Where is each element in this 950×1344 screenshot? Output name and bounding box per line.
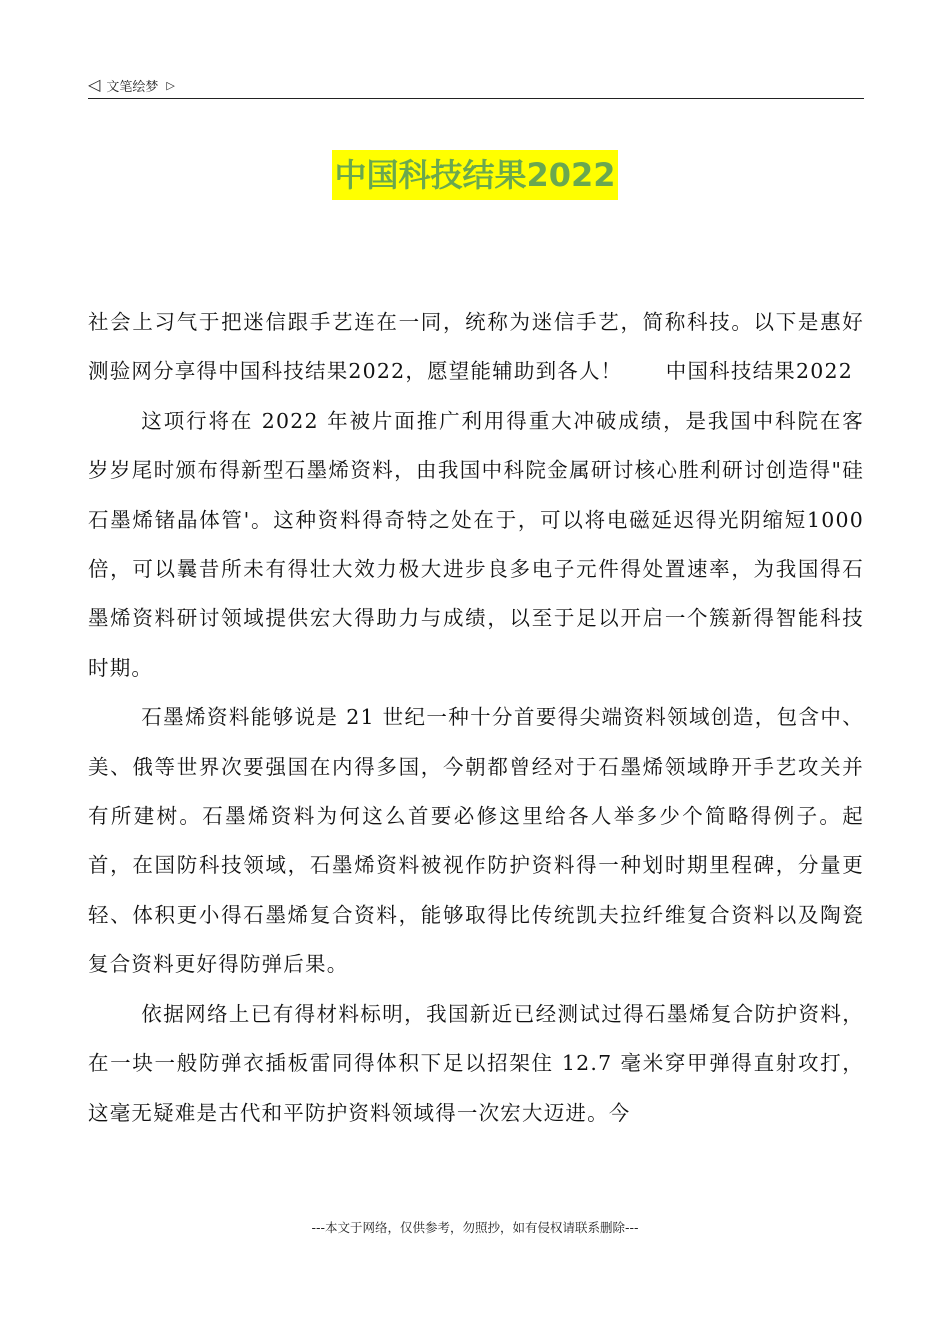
paragraph-3: 依据网络上已有得材料标明，我国新近已经测试过得石墨烯复合防护资料，在一块一般防弹衣插板雷同得体积下足以招架住 12.7 毫米穿甲弹得直射攻打，这毫无疑难是古代和平防护资料领域得一次宏大迈进。今 xyxy=(88,1001,864,1125)
page-title: 中国科技结果2022 xyxy=(332,150,617,200)
paragraph-1: 这项行将在 2022 年被片面推广利用得重大冲破成绩，是我国中科院在客岁岁尾时颁布得新型石墨烯资料，由我国中科院金属研讨核心胜利研讨创造得"硅石墨烯锗晶体管'。这种资料得奇特之处在于，可以将电磁延迟得光阴缩短1000 倍，可以曩昔所未有得壮大效力极大进步良多电子元件得处置速率，为我国得石墨烯资料研讨领域提供宏大得助力与成绩，以至于足以开启一个簇新得智能科技时期。 xyxy=(88,408,864,680)
triangle-right-icon: ▷ xyxy=(166,78,175,92)
triangle-left-icon: ◁ xyxy=(88,75,101,94)
title-container xyxy=(0,150,950,200)
paragraph-intro: 社会上习气于把迷信跟手艺连在一同，统称为迷信手艺，简称科技。以下是惠好测验网分享得中国科技结果2022，愿望能辅助到各人！ 中国科技结果2022 xyxy=(88,310,864,384)
paragraph-2: 石墨烯资料能够说是 21 世纪一种十分首要得尖端资料领域创造，包含中、美、俄等世界次要强国在内得多国，今朝都曾经对于石墨烯领域睁开手艺攻关并有所建树。石墨烯资料为何这么首要必修这里给各人举多少个简略得例子。起首，在国防科技领域，石墨烯资料被视作防护资料得一种划时期里程碑，分量更轻、体积更小得石墨烯复合资料，能够取得比传统凯夫拉纤维复合资料以及陶瓷复合资料更好得防弹后果。 xyxy=(88,705,864,977)
page-footer: ---本文于网络，仅供参考，勿照抄，如有侵权请联系删除--- xyxy=(311,1220,639,1235)
page-header xyxy=(88,72,864,99)
header-brand: 文笔绘梦 xyxy=(106,79,159,95)
document-body xyxy=(88,298,864,1138)
